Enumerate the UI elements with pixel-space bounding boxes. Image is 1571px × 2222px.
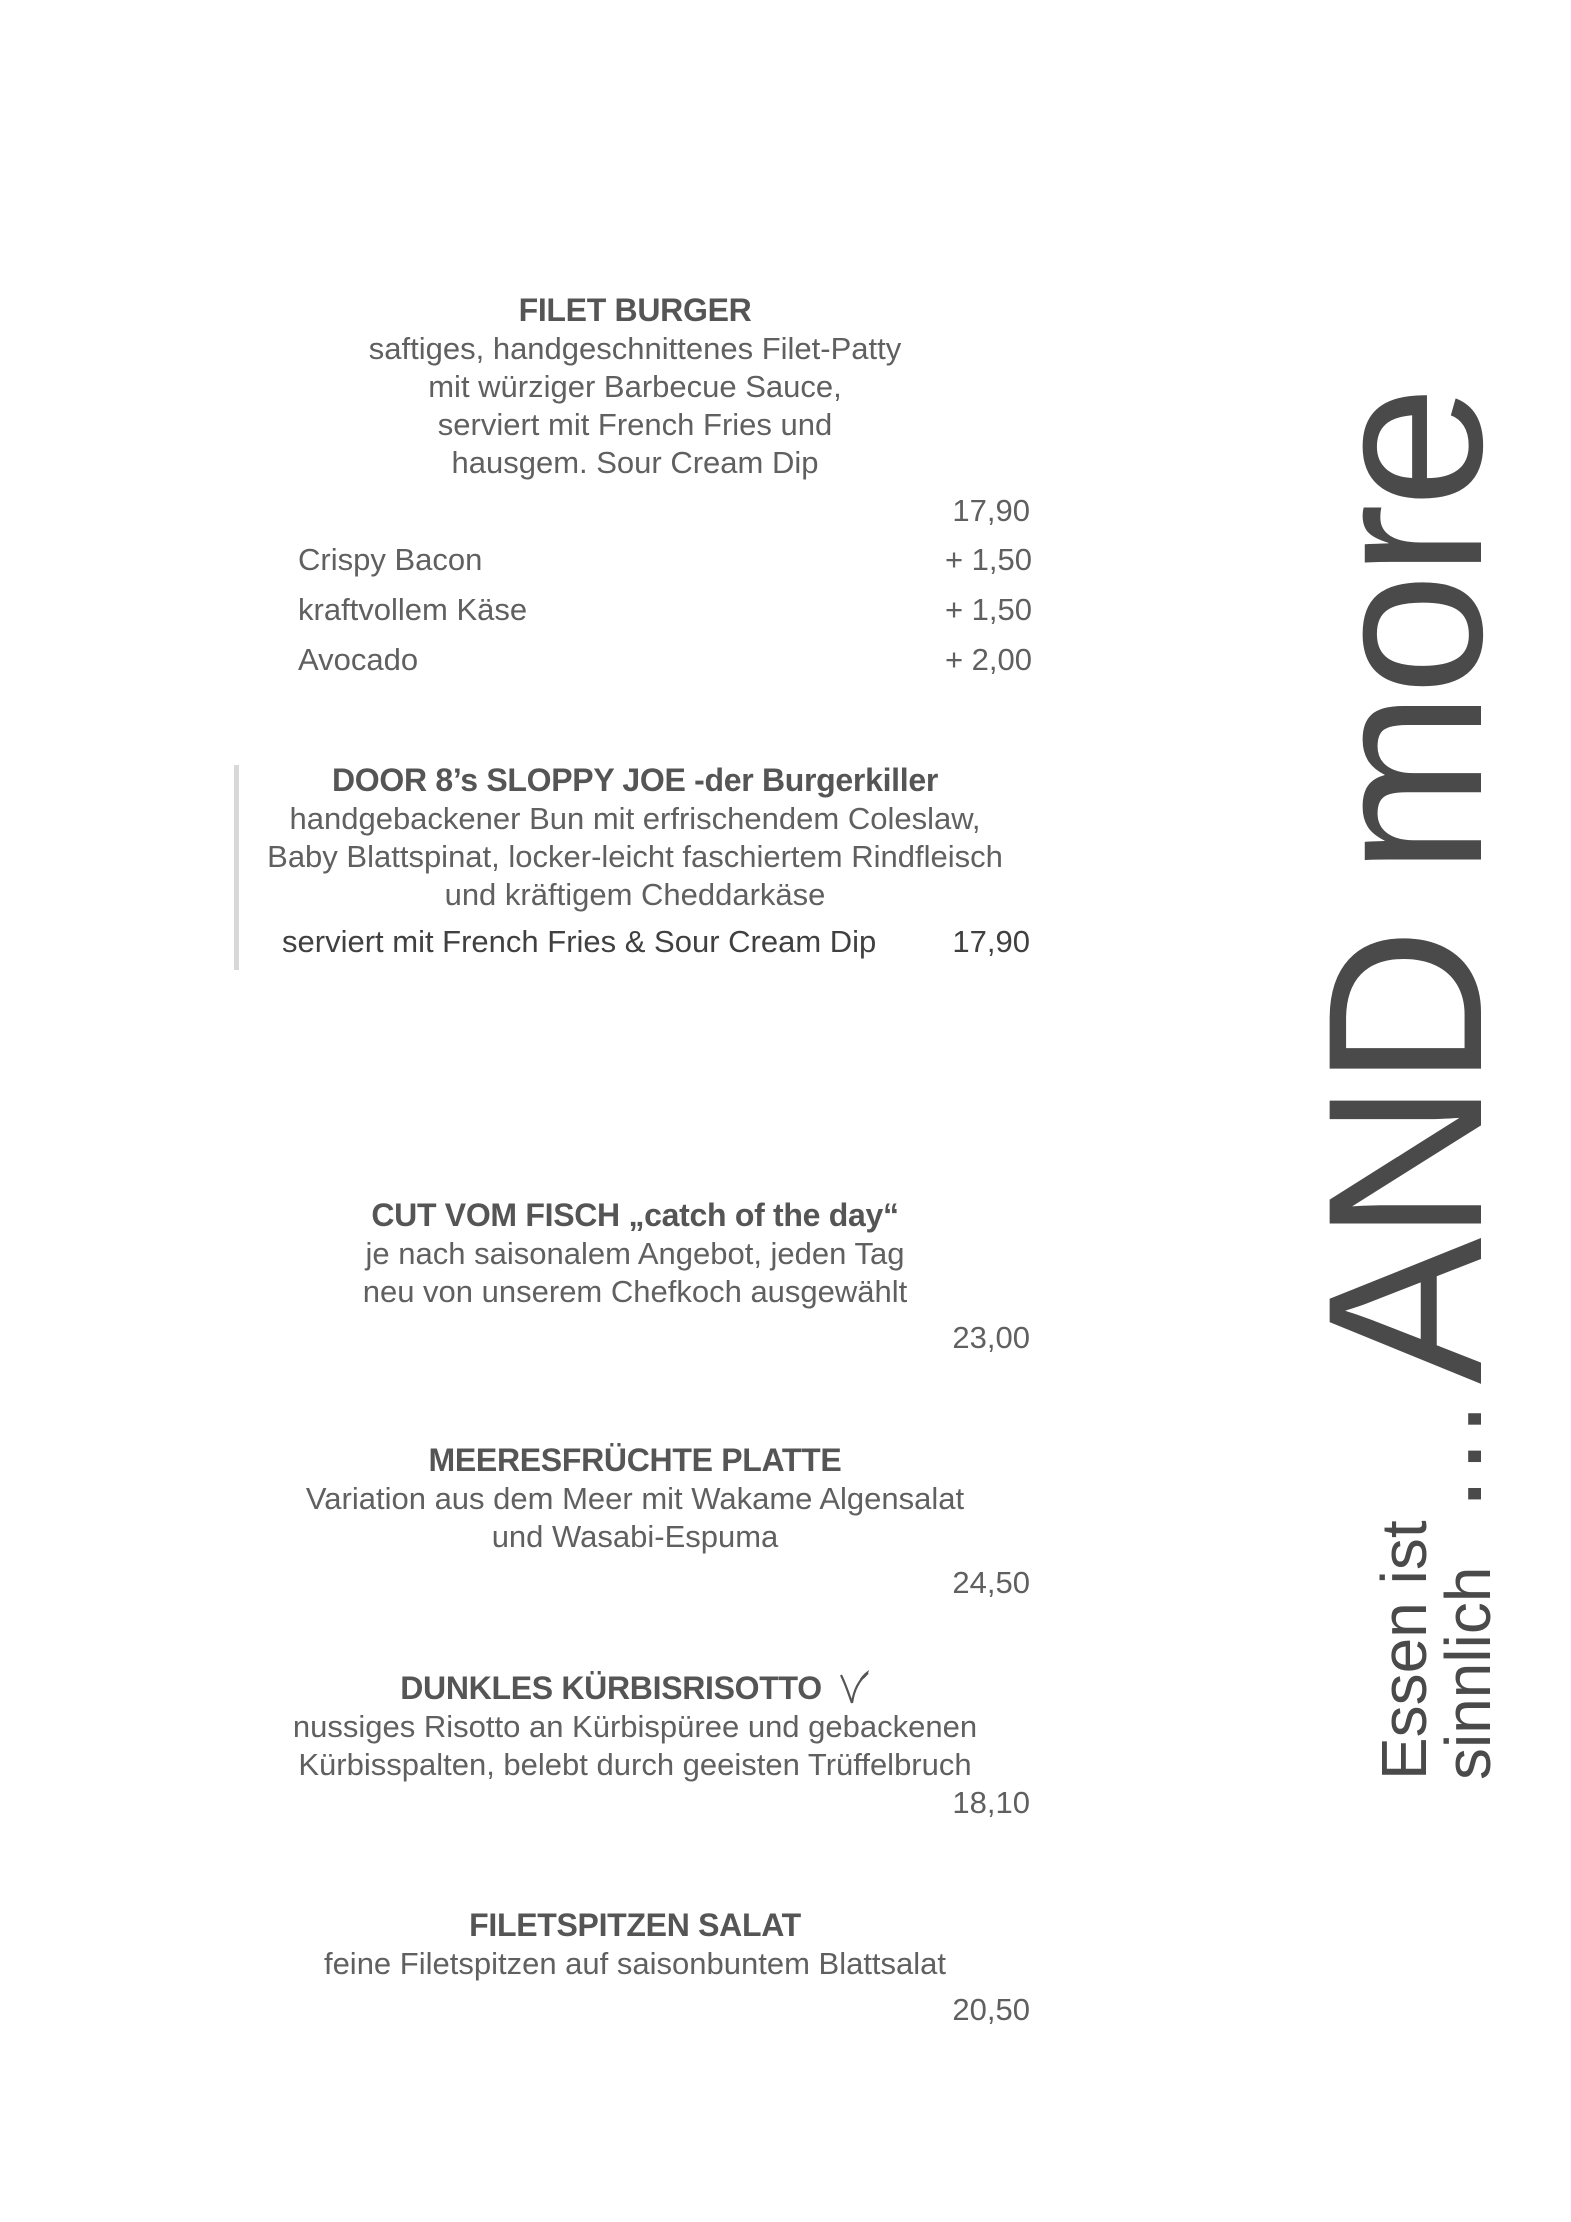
item-price: 20,50 bbox=[952, 1992, 1030, 2027]
menu-item-filetspitzen bbox=[240, 1905, 1030, 2029]
highlight-bar bbox=[234, 765, 239, 970]
item-desc-line: Baby Blattspinat, locker-leicht faschiertem Rindfleisch bbox=[267, 839, 1003, 874]
item-desc-line: saftiges, handgeschnittenes Filet-Patty bbox=[368, 331, 902, 366]
item-title-row bbox=[240, 1668, 1030, 1708]
item-desc-line: feine Filetspitzen auf saisonbuntem Blattsalat bbox=[323, 1946, 947, 1981]
item-price: 17,90 bbox=[952, 493, 1030, 528]
menu-item-cut-fisch bbox=[240, 1195, 1030, 1357]
item-title: DUNKLES KÜRBISRISOTTO bbox=[400, 1670, 822, 1706]
item-title: DOOR 8’s SLOPPY JOE -der Burgerkiller bbox=[332, 762, 938, 798]
menu-item-filet-burger bbox=[240, 290, 1030, 530]
item-price: 17,90 bbox=[952, 924, 1030, 959]
served-row bbox=[240, 922, 1030, 962]
menu-item-sloppy-joe bbox=[240, 760, 1030, 962]
item-title: MEERESFRÜCHTE PLATTE bbox=[428, 1442, 842, 1478]
served-text: serviert mit French Fries & Sour Cream Dip bbox=[282, 924, 877, 959]
item-desc-line: nussiges Risotto an Kürbispüree und gebackenen bbox=[292, 1709, 978, 1744]
extra-item bbox=[298, 635, 1032, 685]
extra-label: Crispy Bacon bbox=[298, 542, 483, 577]
menu-item-meeresfruechte bbox=[240, 1440, 1030, 1602]
extra-price: + 2,00 bbox=[944, 642, 1032, 677]
extra-price: + 1,50 bbox=[944, 592, 1032, 627]
side-title bbox=[1282, 389, 1528, 1780]
item-price: 18,10 bbox=[952, 1785, 1030, 1820]
item-desc-line: mit würziger Barbecue Sauce, bbox=[428, 369, 842, 404]
extra-price: + 1,50 bbox=[944, 542, 1032, 577]
vegetarian-leaf-icon bbox=[838, 1669, 870, 1705]
extra-label: Avocado bbox=[298, 642, 419, 677]
item-desc-line: serviert mit French Fries und bbox=[437, 407, 833, 442]
item-desc-line: und kräftigem Cheddarkäse bbox=[444, 877, 826, 912]
item-desc-line: je nach saisonalem Angebot, jeden Tag bbox=[365, 1236, 905, 1271]
extra-label: kraftvollem Käse bbox=[298, 592, 528, 627]
item-price: 24,50 bbox=[952, 1565, 1030, 1600]
item-title: FILET BURGER bbox=[518, 292, 752, 328]
item-desc-line: und Wasabi-Espuma bbox=[491, 1519, 779, 1554]
item-desc-line: hausgem. Sour Cream Dip bbox=[451, 445, 819, 480]
item-desc-line: neu von unserem Chefkoch ausgewählt bbox=[362, 1274, 908, 1309]
side-title-big: AND more bbox=[1282, 389, 1528, 1385]
item-desc-line: handgebackener Bun mit erfrischendem Coleslaw, bbox=[289, 801, 981, 836]
item-price: 23,00 bbox=[952, 1320, 1030, 1355]
item-desc-line: Variation aus dem Meer mit Wakame Algensalat bbox=[305, 1481, 965, 1516]
item-title: CUT VOM FISCH „catch of the day“ bbox=[371, 1197, 899, 1233]
side-subtitle-line2: sinnlich bbox=[1432, 1566, 1504, 1780]
extras-list bbox=[298, 535, 1032, 685]
side-subtitle-line1: Essen ist bbox=[1368, 1520, 1440, 1780]
extra-item bbox=[298, 585, 1032, 635]
menu-item-risotto bbox=[240, 1668, 1030, 1822]
item-title: FILETSPITZEN SALAT bbox=[469, 1907, 801, 1943]
extra-item bbox=[298, 535, 1032, 585]
side-dots: ... bbox=[1373, 1398, 1507, 1511]
side-subtitle bbox=[1368, 1520, 1504, 1780]
item-desc-line: Kürbisspalten, belebt durch geeisten Trüffelbruch bbox=[298, 1747, 972, 1782]
